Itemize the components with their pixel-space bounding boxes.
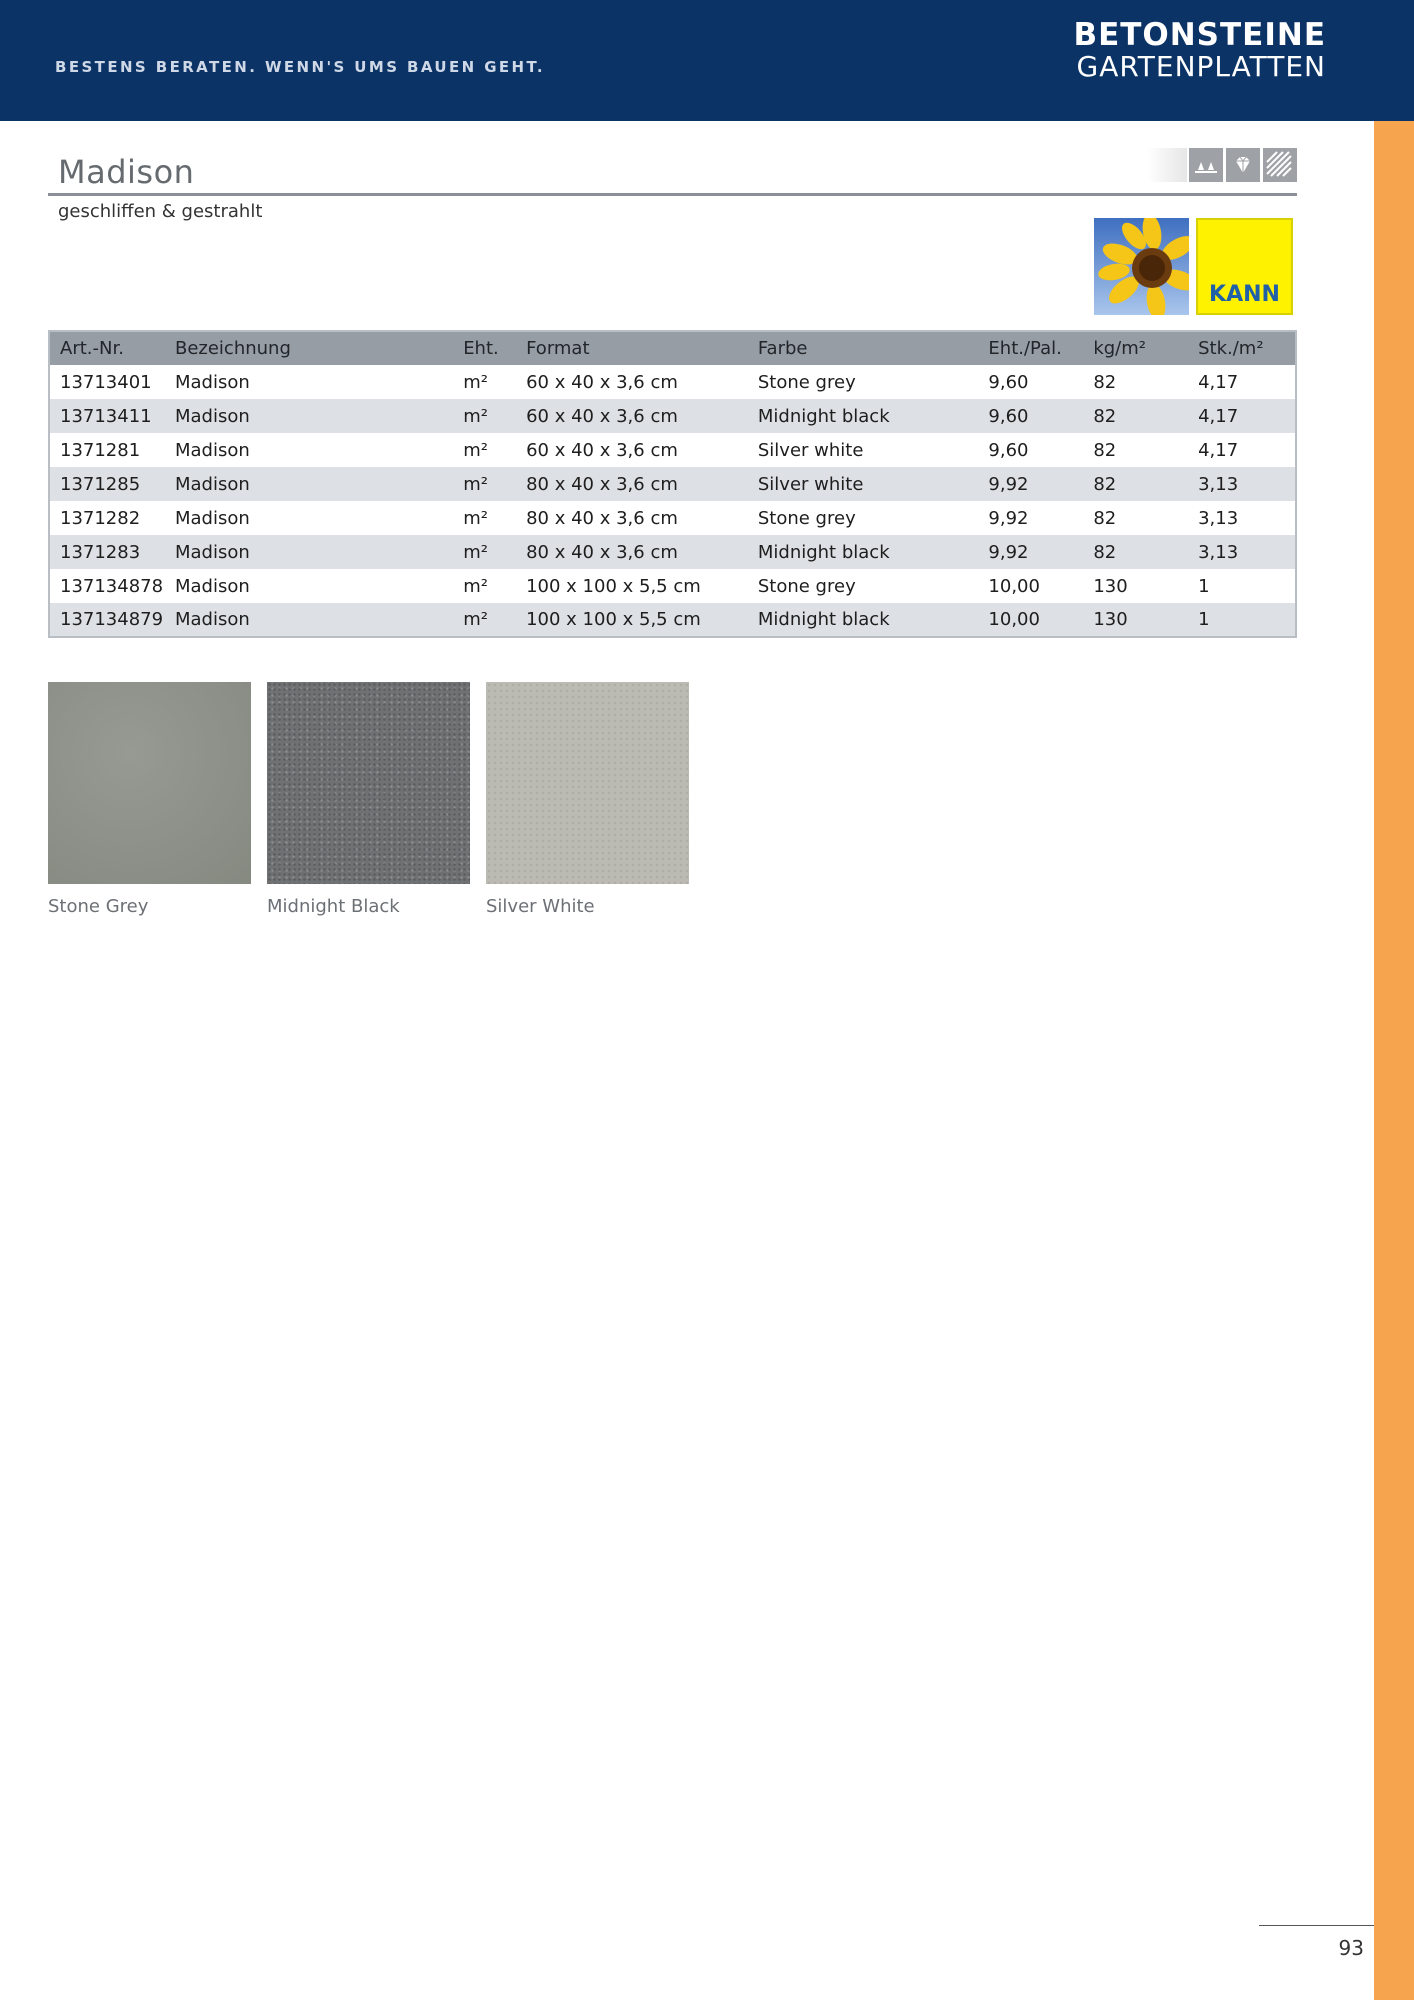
column-header: Farbe bbox=[757, 338, 808, 359]
table-cell: 1371283 bbox=[60, 541, 141, 563]
table-cell: m² bbox=[463, 609, 488, 630]
table-row bbox=[49, 467, 1296, 501]
table-cell: Madison bbox=[174, 371, 250, 393]
diamond-surface-icon bbox=[1226, 148, 1260, 182]
silver-white-sample-image bbox=[486, 682, 689, 884]
column-header: Bezeichnung bbox=[174, 338, 291, 359]
table-cell: m² bbox=[463, 439, 488, 461]
swatch-midnight-black bbox=[267, 682, 470, 917]
table-cell: Madison bbox=[174, 541, 250, 563]
table-cell: Stone grey bbox=[757, 371, 856, 393]
sunflower-image bbox=[1094, 218, 1189, 315]
table-cell: m² bbox=[463, 405, 488, 427]
table-cell: Midnight black bbox=[757, 609, 890, 630]
side-color-bar bbox=[1374, 121, 1414, 2000]
table-cell: 80 x 40 x 3,6 cm bbox=[526, 507, 678, 529]
property-icons bbox=[1147, 148, 1297, 182]
table-cell: 130 bbox=[1093, 575, 1128, 597]
table-row bbox=[49, 399, 1296, 433]
table-cell: m² bbox=[463, 575, 488, 597]
structured-surface-icon bbox=[1263, 148, 1297, 182]
table-cell: 4,17 bbox=[1198, 371, 1239, 393]
table-cell: 82 bbox=[1093, 473, 1117, 495]
table-cell: 3,13 bbox=[1198, 473, 1239, 495]
footer-divider bbox=[1259, 1925, 1374, 1926]
column-header: Eht./Pal. bbox=[988, 338, 1062, 359]
page-header bbox=[0, 0, 1414, 121]
table-cell: m² bbox=[463, 541, 488, 563]
table-cell: 80 x 40 x 3,6 cm bbox=[526, 473, 678, 495]
table-cell: 130 bbox=[1093, 609, 1128, 630]
table-cell: 137134879 bbox=[60, 609, 164, 630]
table-cell: 82 bbox=[1093, 405, 1117, 427]
table-cell: 9,60 bbox=[988, 371, 1029, 393]
table-row bbox=[49, 501, 1296, 535]
stone-grey-sample-image bbox=[48, 682, 251, 884]
table-cell: m² bbox=[463, 507, 488, 529]
table-row bbox=[49, 433, 1296, 467]
table-cell: 4,17 bbox=[1198, 439, 1239, 461]
table-cell: Madison bbox=[174, 507, 250, 529]
slogan: BESTENS BERATEN. WENN'S UMS BAUEN GEHT. bbox=[55, 58, 545, 76]
table-cell: m² bbox=[463, 473, 488, 495]
table-row bbox=[49, 603, 1296, 637]
table-cell: Madison bbox=[174, 609, 250, 630]
table-cell: 100 x 100 x 5,5 cm bbox=[526, 575, 701, 597]
table-cell: 82 bbox=[1093, 541, 1117, 563]
table-cell: 9,92 bbox=[988, 541, 1029, 563]
section-heading bbox=[1073, 18, 1326, 82]
swatch-label: Midnight Black bbox=[267, 896, 400, 917]
title-divider bbox=[48, 193, 1297, 196]
table-cell: 82 bbox=[1093, 371, 1117, 393]
table-cell: 9,60 bbox=[988, 439, 1029, 461]
product-table bbox=[48, 330, 1297, 638]
table-cell: Midnight black bbox=[757, 541, 890, 563]
category-title: BETONSTEINE bbox=[1073, 17, 1326, 53]
table-cell: 1371281 bbox=[60, 439, 141, 461]
table-cell: 137134878 bbox=[60, 575, 164, 597]
table-cell: 82 bbox=[1093, 507, 1117, 529]
table-cell: 10,00 bbox=[988, 575, 1040, 597]
column-header: Eht. bbox=[463, 338, 499, 359]
column-header: Stk./m² bbox=[1198, 338, 1264, 359]
kann-logo-text: KANN bbox=[1209, 282, 1280, 307]
table-cell: Madison bbox=[174, 473, 250, 495]
product-subtitle: geschliffen & gestrahlt bbox=[58, 201, 263, 222]
frost-resistant-icon bbox=[1189, 148, 1223, 182]
table-cell: 1 bbox=[1198, 609, 1210, 630]
table-header-row bbox=[49, 331, 1296, 365]
table-cell: Madison bbox=[174, 405, 250, 427]
table-cell: 60 x 40 x 3,6 cm bbox=[526, 439, 678, 461]
table-cell: Silver white bbox=[757, 439, 864, 461]
table-cell: 13713411 bbox=[60, 405, 152, 427]
table-cell: 9,92 bbox=[988, 507, 1029, 529]
table-cell: 82 bbox=[1093, 439, 1117, 461]
swatch-label: Stone Grey bbox=[48, 896, 149, 917]
table-cell: Midnight black bbox=[757, 405, 890, 427]
table-cell: 1371285 bbox=[60, 473, 141, 495]
swatch-label: Silver White bbox=[486, 896, 595, 917]
midnight-black-sample-image bbox=[267, 682, 470, 884]
table-cell: m² bbox=[463, 371, 488, 393]
table-row bbox=[49, 365, 1296, 399]
table-cell: Stone grey bbox=[757, 507, 856, 529]
page-number: 93 bbox=[1338, 1936, 1364, 1960]
table-cell: 1371282 bbox=[60, 507, 141, 529]
table-cell: 1 bbox=[1198, 575, 1210, 597]
kann-logo bbox=[1196, 218, 1293, 315]
table-cell: 10,00 bbox=[988, 609, 1040, 630]
table-cell: 13713401 bbox=[60, 371, 152, 393]
subcategory-title: GARTENPLATTEN bbox=[1076, 50, 1326, 83]
table-cell: 100 x 100 x 5,5 cm bbox=[526, 609, 701, 630]
column-header: kg/m² bbox=[1093, 338, 1146, 359]
table-cell: 4,17 bbox=[1198, 405, 1239, 427]
table-cell: Madison bbox=[174, 439, 250, 461]
swatch-silver-white bbox=[486, 682, 689, 917]
column-header: Format bbox=[526, 338, 590, 359]
table-cell: 80 x 40 x 3,6 cm bbox=[526, 541, 678, 563]
table-row bbox=[49, 535, 1296, 569]
table-cell: 3,13 bbox=[1198, 541, 1239, 563]
table-cell: Madison bbox=[174, 575, 250, 597]
swatch-stone-grey bbox=[48, 682, 251, 917]
table-cell: 9,60 bbox=[988, 405, 1029, 427]
table-cell: 60 x 40 x 3,6 cm bbox=[526, 405, 678, 427]
table-cell: Stone grey bbox=[757, 575, 856, 597]
table-cell: 9,92 bbox=[988, 473, 1029, 495]
table-cell: Silver white bbox=[757, 473, 864, 495]
column-header: Art.-Nr. bbox=[60, 338, 124, 359]
table-row bbox=[49, 569, 1296, 603]
table-cell: 3,13 bbox=[1198, 507, 1239, 529]
product-title: Madison bbox=[58, 153, 195, 191]
table-cell: 60 x 40 x 3,6 cm bbox=[526, 371, 678, 393]
